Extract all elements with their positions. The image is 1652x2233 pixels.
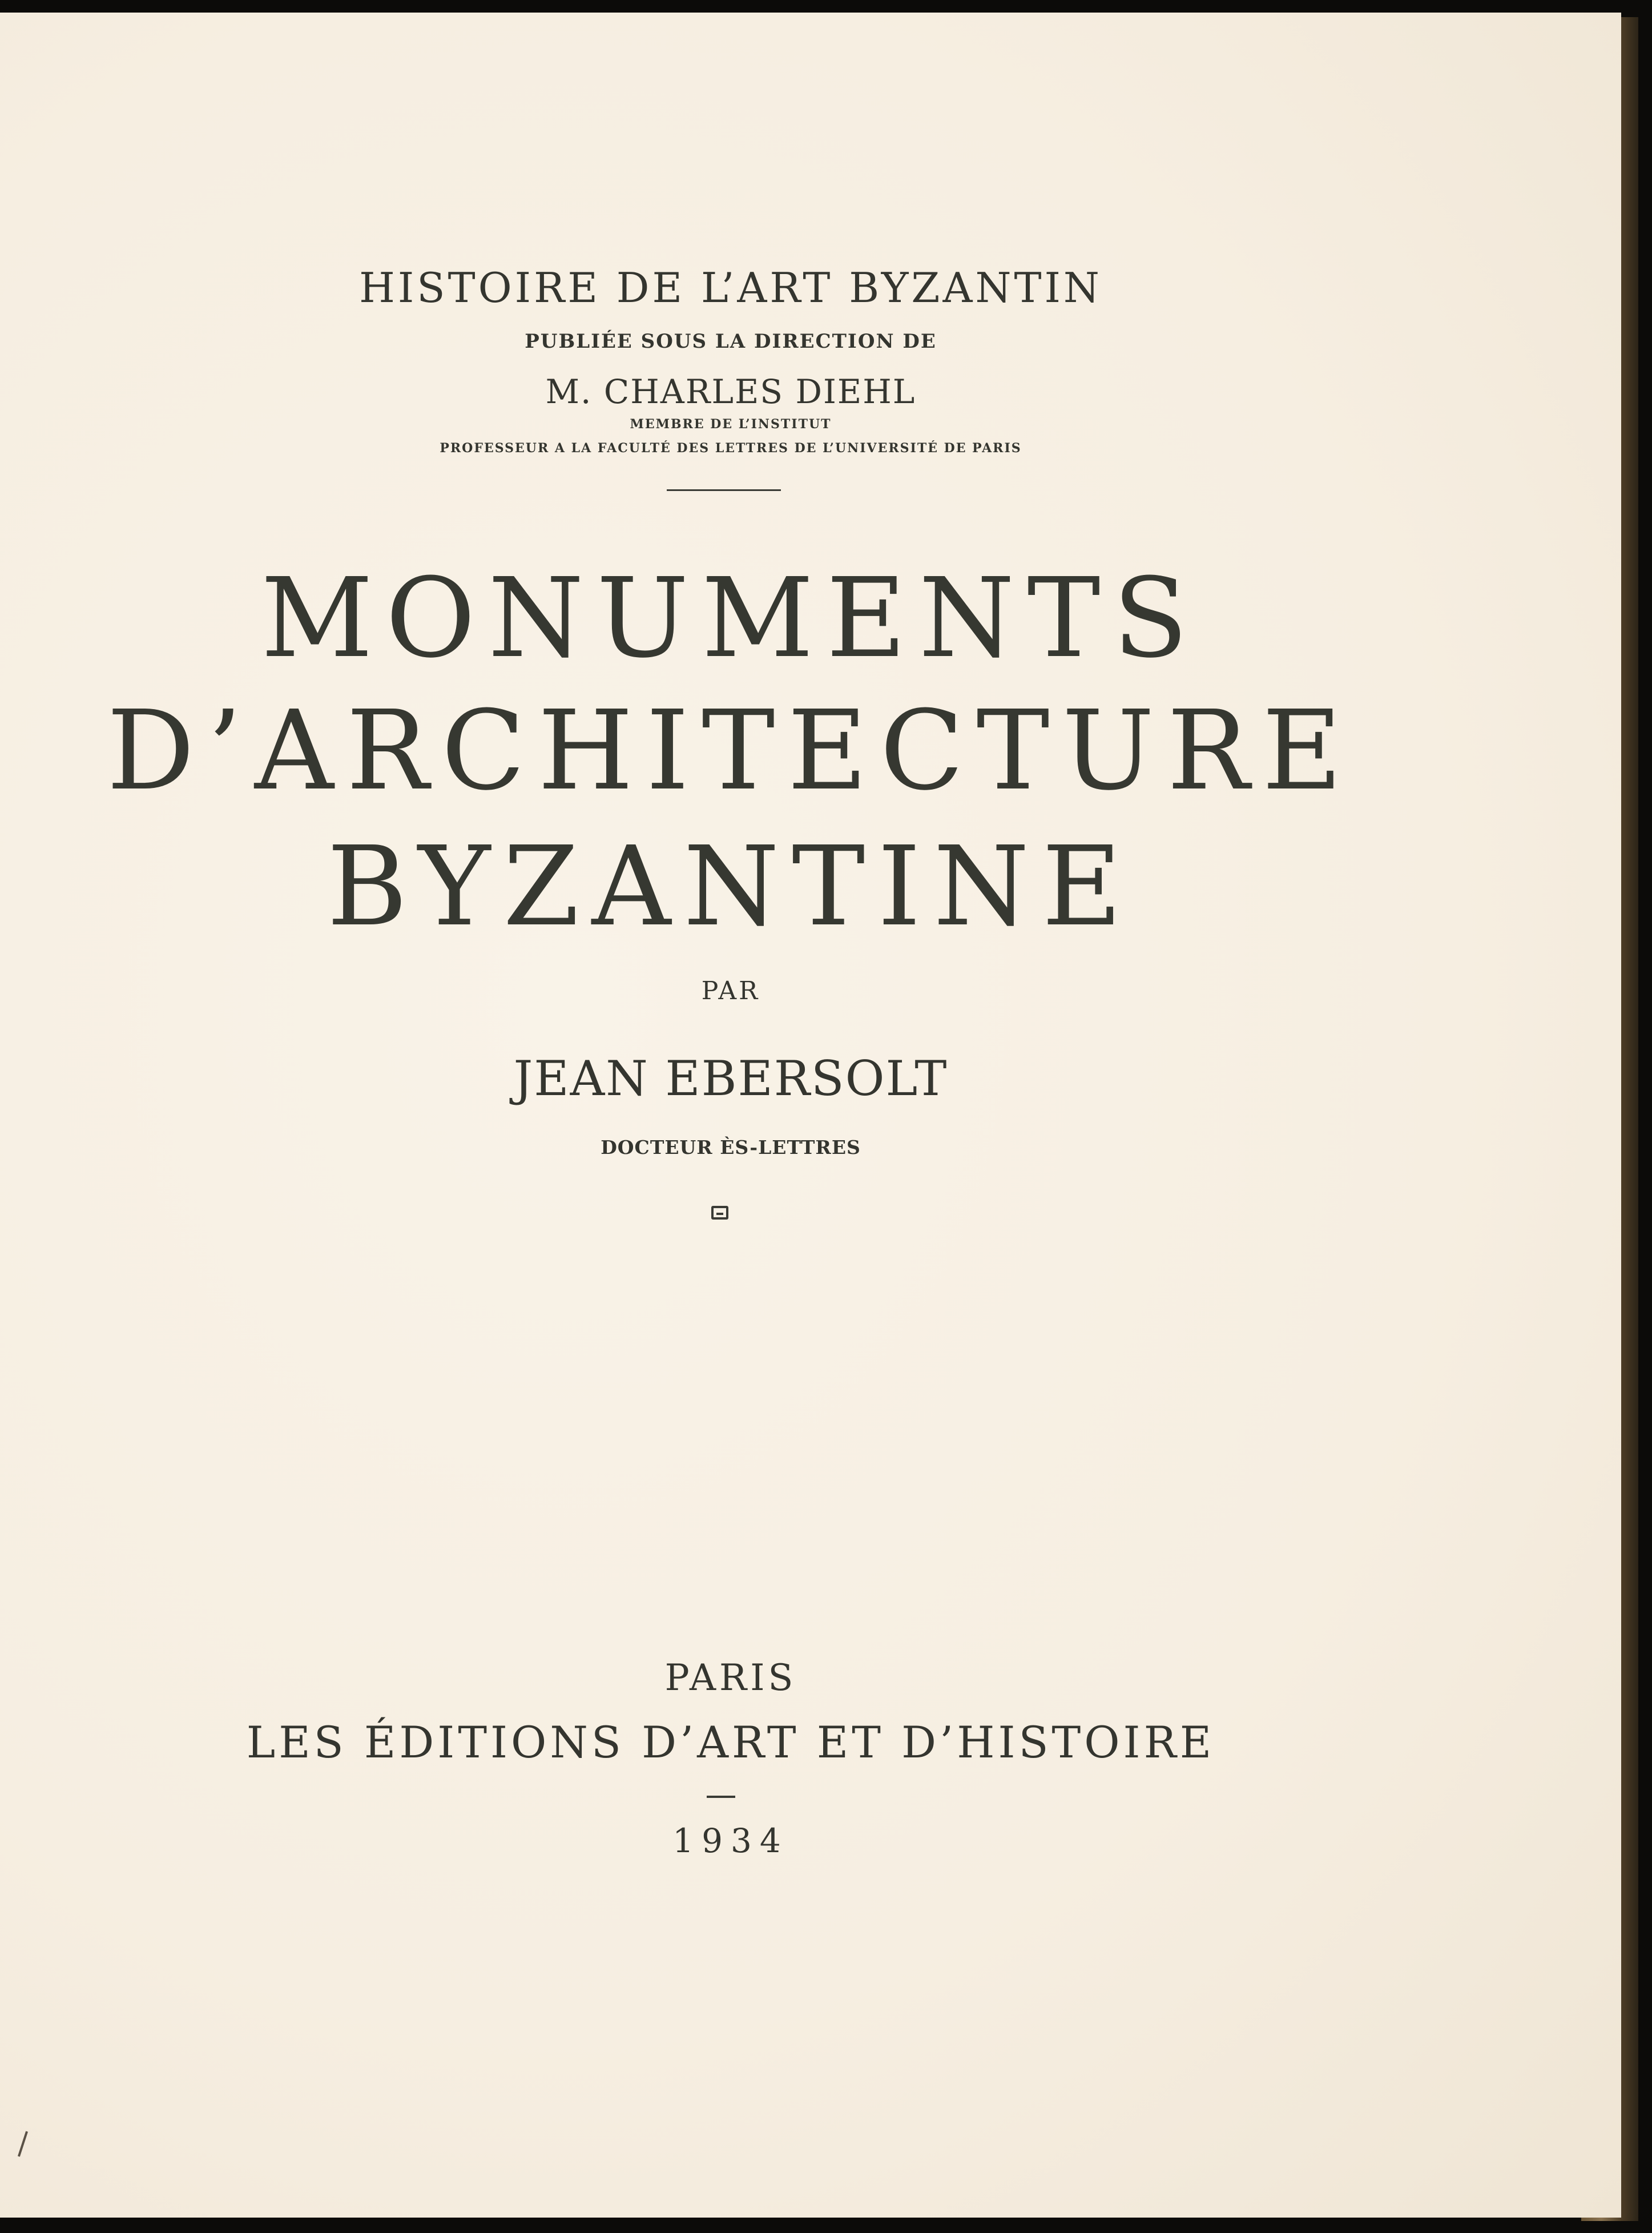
imprint-dash [707, 1796, 735, 1798]
book-title-line-1: MONUMENTS [260, 555, 1201, 682]
divider-rule [667, 489, 781, 491]
scan-top-edge [0, 0, 1652, 13]
by-label: PAR [701, 976, 760, 1005]
ornament-bar [716, 1213, 723, 1215]
publication-year: 1934 [672, 1821, 789, 1860]
publication-place: PARIS [664, 1657, 797, 1699]
book-title-line-2: D’ARCHITECTURE [106, 687, 1355, 815]
publisher-name: LES ÉDITIONS D’ART ET D’HISTOIRE [246, 1717, 1215, 1768]
title-page [0, 13, 1621, 2218]
rectangle-ornament-icon [711, 1206, 728, 1220]
book-title-line-3: BYZANTINE [327, 823, 1135, 951]
director-membership: MEMBRE DE L’INSTITUT [630, 417, 832, 432]
series-director: M. CHARLES DIEHL [545, 372, 916, 411]
published-under-label: PUBLIÉE SOUS LA DIRECTION DE [525, 330, 937, 353]
director-position: PROFESSEUR A LA FACULTÉ DES LETTRES DE L’UNIVERSITÉ DE PARIS [440, 441, 1022, 456]
author-name: JEAN EBERSOLT [513, 1051, 948, 1107]
series-title: HISTOIRE DE L’ART BYZANTIN [359, 264, 1102, 312]
author-credentials: DOCTEUR ÈS-LETTRES [601, 1136, 861, 1158]
pencil-mark [18, 2131, 28, 2157]
